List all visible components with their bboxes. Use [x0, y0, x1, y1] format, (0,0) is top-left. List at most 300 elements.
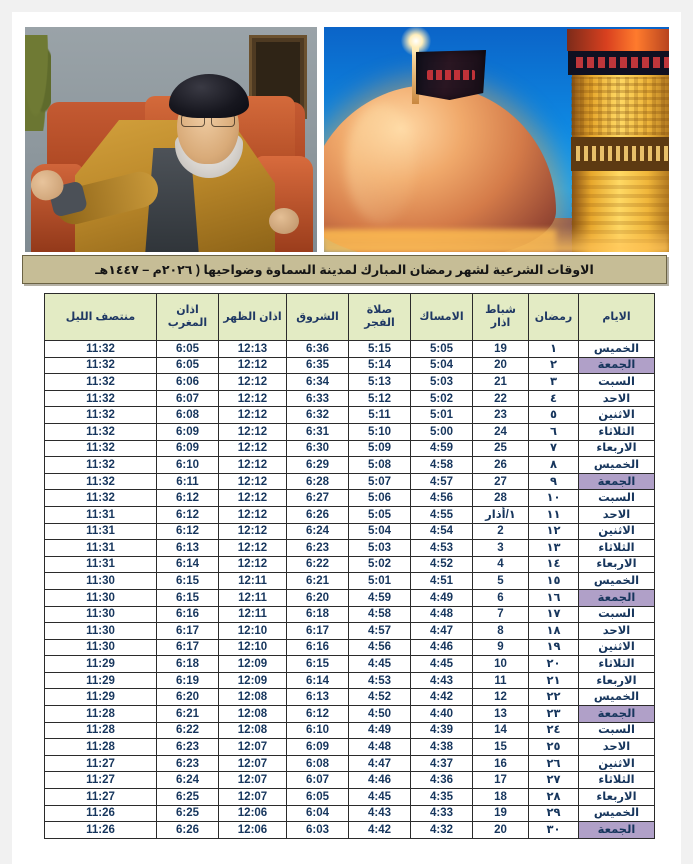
column-header-line: شباط: [485, 304, 516, 317]
cell-greg: ١/أذار: [473, 506, 529, 523]
cell-ramadan: ٢١: [529, 672, 579, 689]
cell-imsak: 4:45: [411, 656, 473, 673]
cell-imsak: 4:55: [411, 506, 473, 523]
cell-fajr: 5:03: [349, 540, 411, 557]
cell-day: السبت: [579, 490, 655, 507]
cell-day: الاحد: [579, 623, 655, 640]
cell-imsak: 4:56: [411, 490, 473, 507]
cell-dhuhr: 12:06: [219, 805, 287, 822]
cell-dhuhr: 12:07: [219, 739, 287, 756]
cell-fajr: 4:42: [349, 822, 411, 839]
cell-ramadan: ١٣: [529, 540, 579, 557]
cell-ramadan: ١٠: [529, 490, 579, 507]
cell-imsak: 4:49: [411, 589, 473, 606]
cell-maghrib: 6:05: [157, 357, 219, 374]
column-header-line: اذان: [176, 304, 199, 317]
cell-dhuhr: 12:12: [219, 423, 287, 440]
cell-day: الجمعة: [579, 706, 655, 723]
cell-maghrib: 6:12: [157, 506, 219, 523]
cell-dhuhr: 12:12: [219, 440, 287, 457]
cell-midnight: 11:32: [45, 374, 157, 391]
cell-shuruq: 6:28: [287, 473, 349, 490]
cell-maghrib: 6:26: [157, 822, 219, 839]
cell-fajr: 4:48: [349, 739, 411, 756]
cell-midnight: 11:29: [45, 689, 157, 706]
cell-fajr: 4:45: [349, 656, 411, 673]
cell-maghrib: 6:19: [157, 672, 219, 689]
column-header-midnight: [45, 294, 157, 341]
cell-midnight: 11:32: [45, 390, 157, 407]
cell-fajr: 5:04: [349, 523, 411, 540]
table-row: [45, 772, 655, 789]
cell-day: الخميس: [579, 457, 655, 474]
cell-greg: 6: [473, 589, 529, 606]
cell-shuruq: 6:14: [287, 672, 349, 689]
cell-shuruq: 6:15: [287, 656, 349, 673]
cell-day: الخميس: [579, 573, 655, 590]
table-row: [45, 589, 655, 606]
cell-greg: 19: [473, 341, 529, 358]
minaret-crown: [567, 29, 669, 51]
cell-dhuhr: 12:12: [219, 390, 287, 407]
cell-imsak: 5:00: [411, 423, 473, 440]
cell-shuruq: 6:16: [287, 639, 349, 656]
table-header-row: [45, 294, 655, 341]
cell-midnight: 11:27: [45, 789, 157, 806]
cell-greg: 2: [473, 523, 529, 540]
cell-shuruq: 6:33: [287, 390, 349, 407]
cell-day: الاثنين: [579, 523, 655, 540]
cell-day: الاربعاء: [579, 789, 655, 806]
table-row: [45, 639, 655, 656]
cell-midnight: 11:32: [45, 357, 157, 374]
cell-fajr: 4:57: [349, 623, 411, 640]
cell-shuruq: 6:04: [287, 805, 349, 822]
column-header-line: صلاة: [366, 304, 393, 317]
column-header-line: الايام: [602, 310, 631, 323]
cell-greg: 10: [473, 656, 529, 673]
cell-midnight: 11:32: [45, 473, 157, 490]
cell-fajr: 5:11: [349, 407, 411, 424]
table-row: [45, 656, 655, 673]
cell-midnight: 11:31: [45, 556, 157, 573]
table-body: [45, 341, 655, 839]
column-header-line: اذار: [490, 317, 511, 329]
cell-shuruq: 6:18: [287, 606, 349, 623]
cell-fajr: 5:08: [349, 457, 411, 474]
column-header-ramadan: [529, 294, 579, 341]
cell-shuruq: 6:30: [287, 440, 349, 457]
resting-hand: [269, 208, 299, 234]
cell-ramadan: ٣٠: [529, 822, 579, 839]
cell-dhuhr: 12:07: [219, 772, 287, 789]
table-row: [45, 490, 655, 507]
column-header-day: [579, 294, 655, 341]
document-title-banner: [22, 255, 667, 284]
cell-dhuhr: 12:12: [219, 490, 287, 507]
column-header-dhuhr: [219, 294, 287, 341]
cell-midnight: 11:31: [45, 523, 157, 540]
dome-highlight: [346, 104, 416, 224]
cell-ramadan: ٢٣: [529, 706, 579, 723]
table-row: [45, 739, 655, 756]
table-row: [45, 672, 655, 689]
cell-maghrib: 6:14: [157, 556, 219, 573]
cell-dhuhr: 12:11: [219, 606, 287, 623]
cell-shuruq: 6:13: [287, 689, 349, 706]
cell-maghrib: 6:17: [157, 639, 219, 656]
minaret-calligraphy-band: [571, 137, 669, 171]
table-header: [45, 294, 655, 341]
cell-dhuhr: 12:12: [219, 523, 287, 540]
cell-midnight: 11:27: [45, 772, 157, 789]
cell-fajr: 5:13: [349, 374, 411, 391]
minaret-black-banner: [568, 51, 669, 75]
cell-ramadan: ٢٨: [529, 789, 579, 806]
cell-dhuhr: 12:12: [219, 407, 287, 424]
table-row: [45, 523, 655, 540]
cell-ramadan: ٨: [529, 457, 579, 474]
cleric-portrait-photo: [25, 27, 317, 252]
cell-shuruq: 6:17: [287, 623, 349, 640]
cell-ramadan: ٢٠: [529, 656, 579, 673]
finial-glow: [401, 27, 431, 56]
cell-fajr: 4:53: [349, 672, 411, 689]
cell-dhuhr: 12:07: [219, 789, 287, 806]
cell-midnight: 11:32: [45, 423, 157, 440]
table-row: [45, 506, 655, 523]
cell-fajr: 4:45: [349, 789, 411, 806]
cell-greg: 28: [473, 490, 529, 507]
cell-maghrib: 6:10: [157, 457, 219, 474]
cell-midnight: 11:32: [45, 440, 157, 457]
cell-shuruq: 6:32: [287, 407, 349, 424]
cell-dhuhr: 12:07: [219, 755, 287, 772]
cell-ramadan: ١٢: [529, 523, 579, 540]
column-header-shuruq: [287, 294, 349, 341]
cell-greg: 14: [473, 722, 529, 739]
table-row: [45, 706, 655, 723]
cell-fajr: 5:12: [349, 390, 411, 407]
table-row: [45, 623, 655, 640]
cell-dhuhr: 12:12: [219, 357, 287, 374]
cell-midnight: 11:26: [45, 822, 157, 839]
column-header-maghrib: [157, 294, 219, 341]
cell-greg: 7: [473, 606, 529, 623]
cell-greg: 24: [473, 423, 529, 440]
cell-maghrib: 6:23: [157, 755, 219, 772]
shrine-photo: [324, 27, 669, 252]
cell-greg: 5: [473, 573, 529, 590]
photo-band: [25, 27, 669, 252]
table-row: [45, 822, 655, 839]
cell-maghrib: 6:22: [157, 722, 219, 739]
prayer-times-table: [44, 293, 655, 839]
cell-dhuhr: 12:11: [219, 573, 287, 590]
cell-imsak: 4:52: [411, 556, 473, 573]
cell-imsak: 5:04: [411, 357, 473, 374]
cell-ramadan: ٢٥: [529, 739, 579, 756]
table-row: [45, 540, 655, 557]
cell-maghrib: 6:15: [157, 589, 219, 606]
cell-day: الخميس: [579, 689, 655, 706]
cell-fajr: 4:56: [349, 639, 411, 656]
prayer-times-table-wrapper: [45, 293, 655, 839]
table-row: [45, 722, 655, 739]
cell-greg: 11: [473, 672, 529, 689]
cell-shuruq: 6:34: [287, 374, 349, 391]
cell-greg: 13: [473, 706, 529, 723]
cell-greg: 22: [473, 390, 529, 407]
flag-calligraphy: [427, 70, 475, 80]
cell-imsak: 4:53: [411, 540, 473, 557]
cell-imsak: 4:33: [411, 805, 473, 822]
cell-fajr: 4:47: [349, 755, 411, 772]
cell-fajr: 4:59: [349, 589, 411, 606]
cell-shuruq: 6:03: [287, 822, 349, 839]
cell-ramadan: ٢٧: [529, 772, 579, 789]
cell-greg: 23: [473, 407, 529, 424]
cell-maghrib: 6:12: [157, 523, 219, 540]
cell-midnight: 11:32: [45, 490, 157, 507]
cell-dhuhr: 12:09: [219, 656, 287, 673]
cell-maghrib: 6:24: [157, 772, 219, 789]
cell-greg: 19: [473, 805, 529, 822]
cell-fajr: 5:14: [349, 357, 411, 374]
table-row: [45, 556, 655, 573]
cell-imsak: 4:42: [411, 689, 473, 706]
table-row: [45, 357, 655, 374]
cell-ramadan: ٢٢: [529, 689, 579, 706]
column-header-line: منتصف الليل: [65, 310, 136, 323]
cell-imsak: 4:40: [411, 706, 473, 723]
cell-maghrib: 6:09: [157, 440, 219, 457]
cell-dhuhr: 12:08: [219, 706, 287, 723]
cell-maghrib: 6:12: [157, 490, 219, 507]
cell-fajr: 5:06: [349, 490, 411, 507]
column-header-line: الشروق: [296, 310, 339, 323]
cell-greg: 9: [473, 639, 529, 656]
cell-imsak: 5:03: [411, 374, 473, 391]
cell-imsak: 5:05: [411, 341, 473, 358]
cell-shuruq: 6:05: [287, 789, 349, 806]
cell-imsak: 4:51: [411, 573, 473, 590]
column-header-line: اذان الظهر: [223, 310, 282, 323]
cell-day: الاربعاء: [579, 440, 655, 457]
cell-ramadan: ١٨: [529, 623, 579, 640]
column-header-imsak: [411, 294, 473, 341]
column-header-line: المغرب: [167, 317, 208, 329]
cell-day: الاثنين: [579, 639, 655, 656]
column-header-line: الفجر: [364, 317, 395, 329]
cell-day: السبت: [579, 374, 655, 391]
cell-ramadan: ٤: [529, 390, 579, 407]
cell-ramadan: ١٥: [529, 573, 579, 590]
cell-midnight: 11:28: [45, 739, 157, 756]
cell-ramadan: ١١: [529, 506, 579, 523]
cell-day: السبت: [579, 722, 655, 739]
cell-imsak: 4:38: [411, 739, 473, 756]
cell-maghrib: 6:23: [157, 739, 219, 756]
cell-maghrib: 6:11: [157, 473, 219, 490]
cell-greg: 20: [473, 822, 529, 839]
cell-imsak: 4:43: [411, 672, 473, 689]
cell-shuruq: 6:29: [287, 457, 349, 474]
cell-shuruq: 6:08: [287, 755, 349, 772]
cell-day: السبت: [579, 606, 655, 623]
cell-dhuhr: 12:11: [219, 589, 287, 606]
table-row: [45, 457, 655, 474]
cell-imsak: 4:36: [411, 772, 473, 789]
cell-ramadan: ٢٤: [529, 722, 579, 739]
cell-shuruq: 6:07: [287, 772, 349, 789]
cell-shuruq: 6:10: [287, 722, 349, 739]
cell-maghrib: 6:07: [157, 390, 219, 407]
cell-day: الاثنين: [579, 755, 655, 772]
cell-midnight: 11:29: [45, 656, 157, 673]
cell-ramadan: ١: [529, 341, 579, 358]
cell-imsak: 4:35: [411, 789, 473, 806]
cell-day: الاحد: [579, 506, 655, 523]
cell-day: الجمعة: [579, 473, 655, 490]
cell-maghrib: 6:17: [157, 623, 219, 640]
cell-ramadan: ٧: [529, 440, 579, 457]
cell-midnight: 11:32: [45, 457, 157, 474]
cell-midnight: 11:30: [45, 573, 157, 590]
city-lights-glow: [324, 226, 669, 252]
cell-dhuhr: 12:08: [219, 722, 287, 739]
cell-shuruq: 6:09: [287, 739, 349, 756]
cell-maghrib: 6:16: [157, 606, 219, 623]
cell-imsak: 5:02: [411, 390, 473, 407]
cell-imsak: 4:47: [411, 623, 473, 640]
cell-midnight: 11:28: [45, 722, 157, 739]
table-row: [45, 423, 655, 440]
cell-dhuhr: 12:09: [219, 672, 287, 689]
cell-day: الاربعاء: [579, 556, 655, 573]
cell-midnight: 11:30: [45, 589, 157, 606]
table-row: [45, 573, 655, 590]
cell-imsak: 5:01: [411, 407, 473, 424]
table-row: [45, 341, 655, 358]
minaret-tilework: [571, 77, 669, 135]
table-row: [45, 689, 655, 706]
cell-fajr: 4:50: [349, 706, 411, 723]
cell-fajr: 5:09: [349, 440, 411, 457]
table-row: [45, 390, 655, 407]
cell-greg: 12: [473, 689, 529, 706]
cell-maghrib: 6:05: [157, 341, 219, 358]
cell-dhuhr: 12:12: [219, 374, 287, 391]
cell-day: الاربعاء: [579, 672, 655, 689]
cell-dhuhr: 12:13: [219, 341, 287, 358]
cell-day: الخميس: [579, 805, 655, 822]
cell-dhuhr: 12:12: [219, 556, 287, 573]
cell-maghrib: 6:06: [157, 374, 219, 391]
cell-midnight: 11:30: [45, 639, 157, 656]
table-row: [45, 755, 655, 772]
cell-fajr: 5:02: [349, 556, 411, 573]
cell-greg: 26: [473, 457, 529, 474]
table-row: [45, 407, 655, 424]
cell-ramadan: ٦: [529, 423, 579, 440]
cell-imsak: 4:57: [411, 473, 473, 490]
cell-midnight: 11:27: [45, 755, 157, 772]
cell-dhuhr: 12:10: [219, 639, 287, 656]
cell-midnight: 11:31: [45, 540, 157, 557]
cell-shuruq: 6:20: [287, 589, 349, 606]
page-title: الاوقات الشرعية لشهر رمضان المبارك لمدينة السماوة وضواحيها ( ٢٠٢٦م – ١٤٤٧هـ: [95, 263, 594, 277]
table-row: [45, 606, 655, 623]
cell-shuruq: 6:36: [287, 341, 349, 358]
cell-maghrib: 6:15: [157, 573, 219, 590]
table-row: [45, 473, 655, 490]
cell-greg: 16: [473, 755, 529, 772]
cell-fajr: 5:05: [349, 506, 411, 523]
cell-day: الخميس: [579, 341, 655, 358]
table-row: [45, 789, 655, 806]
cell-greg: 18: [473, 789, 529, 806]
cell-fajr: 5:01: [349, 573, 411, 590]
cell-shuruq: 6:27: [287, 490, 349, 507]
cell-fajr: 5:15: [349, 341, 411, 358]
cell-maghrib: 6:21: [157, 706, 219, 723]
cell-dhuhr: 12:06: [219, 822, 287, 839]
cell-midnight: 11:32: [45, 341, 157, 358]
cell-fajr: 4:46: [349, 772, 411, 789]
cell-greg: 20: [473, 357, 529, 374]
cell-ramadan: ٢٩: [529, 805, 579, 822]
cell-day: الجمعة: [579, 822, 655, 839]
cell-greg: 25: [473, 440, 529, 457]
table-row: [45, 440, 655, 457]
cell-shuruq: 6:23: [287, 540, 349, 557]
cell-shuruq: 6:24: [287, 523, 349, 540]
table-row: [45, 805, 655, 822]
cell-day: الجمعة: [579, 589, 655, 606]
table-row: [45, 374, 655, 391]
column-header-fajr: [349, 294, 411, 341]
cell-day: الثلاثاء: [579, 772, 655, 789]
cell-day: الاحد: [579, 390, 655, 407]
cell-greg: 8: [473, 623, 529, 640]
cell-ramadan: ٢: [529, 357, 579, 374]
cell-dhuhr: 12:10: [219, 623, 287, 640]
document-page: [12, 12, 681, 864]
cell-midnight: 11:32: [45, 407, 157, 424]
cell-fajr: 4:43: [349, 805, 411, 822]
cell-dhuhr: 12:12: [219, 473, 287, 490]
cell-imsak: 4:46: [411, 639, 473, 656]
cell-shuruq: 6:26: [287, 506, 349, 523]
cell-day: الثلاثاء: [579, 540, 655, 557]
cell-greg: 17: [473, 772, 529, 789]
cell-maghrib: 6:09: [157, 423, 219, 440]
cell-imsak: 4:54: [411, 523, 473, 540]
column-header-greg: [473, 294, 529, 341]
cell-greg: 27: [473, 473, 529, 490]
cell-midnight: 11:31: [45, 506, 157, 523]
cell-midnight: 11:30: [45, 606, 157, 623]
cell-imsak: 4:39: [411, 722, 473, 739]
cell-maghrib: 6:13: [157, 540, 219, 557]
cell-day: الثلاثاء: [579, 423, 655, 440]
cell-dhuhr: 12:12: [219, 457, 287, 474]
cell-maghrib: 6:20: [157, 689, 219, 706]
cell-day: الجمعة: [579, 357, 655, 374]
cell-day: الثلاثاء: [579, 656, 655, 673]
cell-dhuhr: 12:08: [219, 689, 287, 706]
